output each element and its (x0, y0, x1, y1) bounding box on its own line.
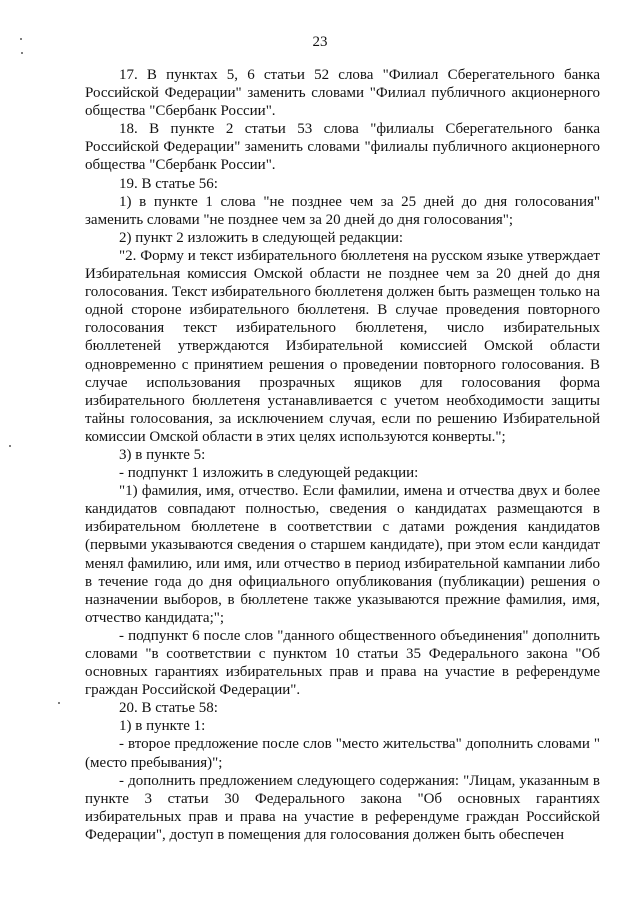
scan-speck (9, 445, 11, 447)
paragraph-20-1-b: - дополнить предложением следующего содержания: "Лицам, указанным в пункте 3 статьи 30 Федерального закона "Об основных гарантиях избирательных прав и права на участие в референдуме граждан Российской Федерации", доступ в помещения для голосования должен быть обеспечен (85, 772, 600, 843)
paragraph-19-2-text: "2. Форму и текст избирательного бюллетеня на русском языке утверждает Избирательная комиссия Омской области не позднее чем за 20 дней до дня голосования. Текст избирательного бюллетеня должен быть размещен только на одной стороне избирательного бюллетеня. В случае проведения повторного голосования текст избирательного бюллетеня, число избирательных бюллетеней утверждаются Избирательной комиссией Омской области одновременно с принятием решения о проведении повторного голосования. В случае использования прозрачных ящиков для голосования форма избирательного бюллетеня устанавливается с учетом необходимости защиты тайны голосования, за исключением случая, если по решению Избирательной комиссии Омской области в этих целях используются конверты."; (85, 247, 600, 445)
paragraph-19-heading: 19. В статье 56: (119, 175, 218, 192)
page-number: 23 (312, 34, 328, 50)
paragraph-19-2: 2) пункт 2 изложить в следующей редакции: (119, 229, 404, 246)
paragraph-17-item: 17. В пунктах 5, 6 статьи 52 слова "Филиал Сберегательного банка Российской Федерации" заменить словами "Филиал публичного акционерного общества "Сбербанк России". (85, 67, 600, 120)
scan-speck (20, 38, 22, 40)
document-body (85, 66, 600, 844)
scan-speck (21, 52, 23, 54)
paragraph-20-1: 1) в пункте 1: (119, 718, 206, 735)
paragraph-19-3-sub6: - подпункт 6 после слов "данного общественного объединения" дополнить словами "в соответствии с пунктом 10 статьи 35 Федерального закона "Об основных гарантиях избирательных прав и права на участие в референдуме граждан Российской Федерации". (85, 627, 600, 699)
paragraph-18-item: 18. В пункте 2 статьи 53 слова "филиалы Сберегательного банка Российской Федерации" заменить словами "филиалы публичного акционерного общества "Сбербанк России". (85, 121, 600, 174)
paragraph-19-3-sub1: - подпункт 1 изложить в следующей редакции: (119, 465, 419, 482)
paragraph-20-heading: 20. В статье 58: (119, 700, 218, 717)
paragraph-19-3: 3) в пункте 5: (119, 446, 206, 463)
scan-speck (58, 702, 60, 704)
paragraph-19-1: 1) в пункте 1 слова "не позднее чем за 25 дней до дня голосования" заменить словами "не позднее чем за 20 дней до дня голосования"; (85, 193, 600, 228)
paragraph-19-3-sub1-text: "1) фамилия, имя, отчество. Если фамилии, имена и отчества двух и более кандидатов совпадают полностью, сведения о кандидатах размещаются в избирательном бюллетене в соответствии с датами рождения кандидатов (первыми указываются сведения о старшем кандидате), при этом если кандидат менял фамилию, или имя, или отчество в период избирательной кампании либо в течение года до дня официального опубликования (публикации) решения о назначении выборов, в бюллетене также указываются прежние фамилия, имя, отчество кандидата;"; (85, 483, 600, 626)
paragraph-20-1-a: - второе предложение после слов "место жительства" дополнить словами "(место пребывания)"; (85, 736, 600, 771)
